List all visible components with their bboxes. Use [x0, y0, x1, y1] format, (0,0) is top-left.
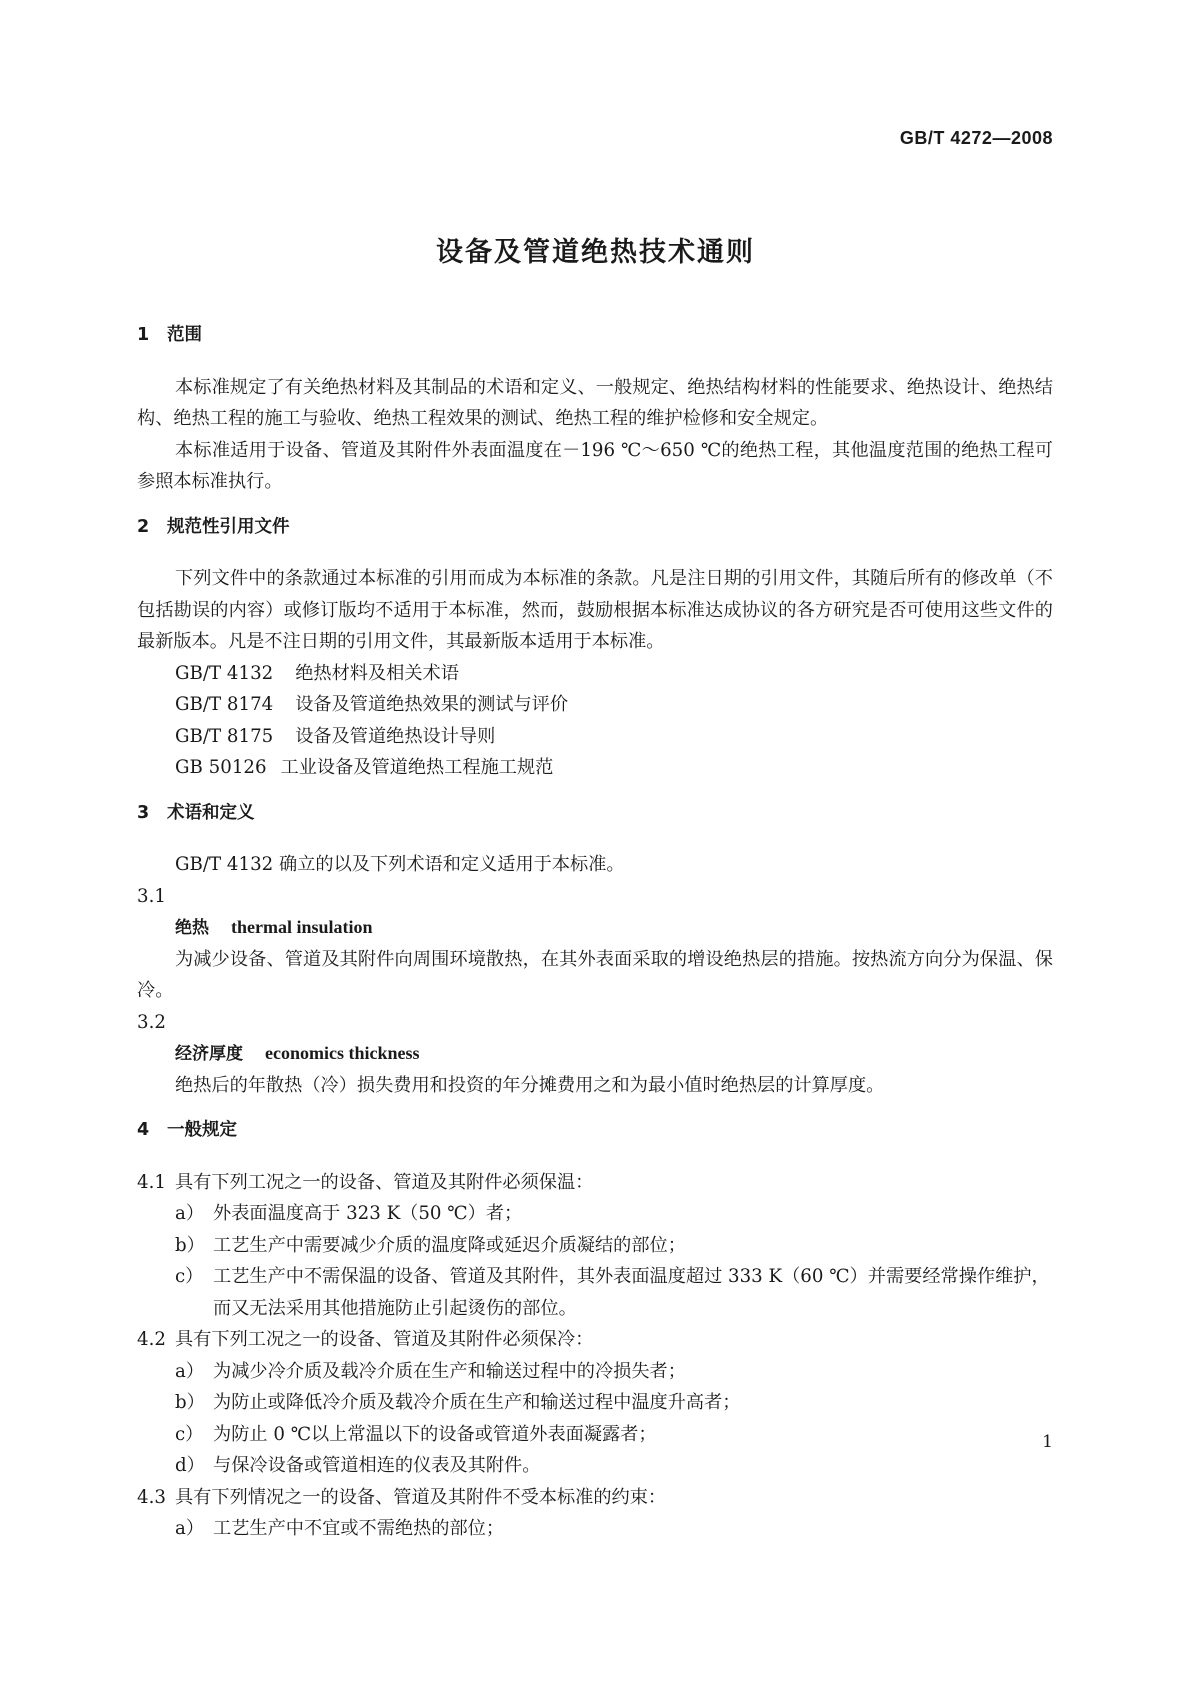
reference-code: GB/T 8175 — [175, 725, 274, 747]
paragraph: GB/T 4132 确立的以及下列术语和定义适用于本标准。 — [175, 854, 625, 875]
reference-item — [137, 721, 1053, 753]
section-2-heading — [137, 512, 1053, 544]
section-number: 3 — [137, 802, 150, 823]
list-text: 工艺生产中不需保温的设备、管道及其附件，其外表面温度超过 333 K（60 ℃）并需要经常操作维护，而又无法采用其他措施防止引起烫伤的部位。 — [213, 1266, 1050, 1319]
reference-item — [137, 689, 1053, 721]
list-text: 工艺生产中不宜或不需绝热的部位； — [213, 1518, 505, 1539]
list-label: a） — [175, 1360, 205, 1382]
list-item — [137, 1513, 1053, 1545]
clause-text: 具有下列工况之一的设备、管道及其附件必须保温： — [175, 1171, 594, 1193]
section-3-heading — [137, 798, 1053, 830]
section-title: 范围 — [167, 325, 202, 345]
term-number: 3.2 — [137, 1011, 166, 1033]
clause — [137, 1167, 1053, 1199]
clause-number: 4.2 — [137, 1329, 166, 1350]
section-1-body — [137, 372, 1053, 498]
clause-text: 具有下列情况之一的设备、管道及其附件不受本标准的约束： — [175, 1486, 667, 1508]
list-label: c） — [175, 1266, 204, 1287]
document-body — [137, 320, 1053, 1545]
list-item — [137, 1356, 1053, 1388]
list-item — [137, 1230, 1053, 1262]
list-item — [137, 1450, 1053, 1482]
section-number: 4 — [137, 1120, 150, 1140]
reference-title: 设备及管道绝热设计导则 — [295, 725, 496, 747]
paragraph: 下列文件中的条款通过本标准的引用而成为本标准的条款。凡是注日期的引用文件，其随后所有的修改单（不包括勘误的内容）或修订版均不适用于本标准，然而，鼓励根据本标准达成协议的各方研究是否可使用这些文件的最新版本。凡是不注日期的引用文件，其最新版本适用于本标准。 — [137, 568, 1053, 652]
list-label: b） — [175, 1234, 205, 1256]
page-number: 1 — [1042, 1432, 1053, 1452]
clause-number: 4.3 — [137, 1486, 166, 1508]
section-4-heading — [137, 1115, 1053, 1147]
standard-code: GB/T 4272—2008 — [899, 128, 1053, 148]
list-item — [137, 1261, 1053, 1324]
section-number: 2 — [137, 516, 150, 537]
term-chinese: 绝热 — [175, 918, 209, 938]
term-definition: 为减少设备、管道及其附件向周围环境散热，在其外表面采取的增设绝热层的措施。按热流方向分为保温、保冷。 — [137, 948, 1053, 1001]
section-1-heading — [137, 320, 1053, 352]
reference-code: GB 50126 — [175, 757, 267, 778]
clause — [137, 1324, 1053, 1356]
clause-number: 4.1 — [137, 1171, 166, 1193]
reference-item — [137, 752, 1053, 784]
term-english: economics thickness — [265, 1043, 420, 1063]
list-text: 工艺生产中需要减少介质的温度降或延迟介质凝结的部位； — [213, 1234, 686, 1256]
reference-item — [137, 658, 1053, 690]
reference-title: 设备及管道绝热效果的测试与评价 — [295, 694, 569, 715]
clause — [137, 1482, 1053, 1514]
list-label: a） — [175, 1518, 205, 1539]
term-chinese: 经济厚度 — [175, 1044, 243, 1064]
term-definition: 绝热后的年散热（冷）损失费用和投资的年分摊费用之和为最小值时绝热层的计算厚度。 — [175, 1074, 885, 1096]
section-title: 一般规定 — [167, 1120, 237, 1140]
term-heading — [137, 912, 1053, 944]
list-item — [137, 1419, 1053, 1451]
reference-code: GB/T 4132 — [175, 662, 274, 684]
list-item — [137, 1387, 1053, 1419]
section-title: 术语和定义 — [167, 802, 255, 823]
list-text: 外表面温度高于 323 K（50 ℃）者； — [213, 1203, 523, 1224]
list-label: c） — [175, 1423, 204, 1445]
term-english: thermal insulation — [231, 917, 373, 937]
section-title: 规范性引用文件 — [167, 516, 290, 537]
list-label: a） — [175, 1203, 205, 1224]
list-text: 与保冷设备或管道相连的仪表及其附件。 — [213, 1455, 541, 1476]
list-text: 为防止或降低冷介质及载冷介质在生产和输送过程中温度升高者； — [213, 1392, 741, 1413]
section-number: 1 — [137, 325, 150, 345]
reference-title: 工业设备及管道绝热工程施工规范 — [280, 757, 554, 778]
list-label: d） — [175, 1455, 205, 1476]
paragraph: 本标准规定了有关绝热材料及其制品的术语和定义、一般规定、绝热结构材料的性能要求、绝热设计、绝热结构、绝热工程的施工与验收、绝热工程效果的测试、绝热工程的维护检修和安全规定。 — [137, 376, 1053, 429]
term-number: 3.1 — [137, 885, 166, 907]
term-heading — [137, 1038, 1053, 1070]
paragraph: 本标准适用于设备、管道及其附件外表面温度在－196 ℃～650 ℃的绝热工程，其他温度范围的绝热工程可参照本标准执行。 — [137, 439, 1053, 492]
list-label: b） — [175, 1392, 205, 1413]
reference-title: 绝热材料及相关术语 — [295, 662, 459, 684]
page-title: 设备及管道绝热技术通则 — [436, 237, 755, 268]
list-item — [137, 1198, 1053, 1230]
list-text: 为减少冷介质及载冷介质在生产和输送过程中的冷损失者； — [213, 1360, 686, 1382]
list-text: 为防止 0 ℃以上常温以下的设备或管道外表面凝露者； — [213, 1423, 657, 1445]
reference-code: GB/T 8174 — [175, 694, 274, 715]
clause-text: 具有下列工况之一的设备、管道及其附件必须保冷： — [175, 1329, 594, 1350]
normative-reference-list — [137, 658, 1053, 784]
